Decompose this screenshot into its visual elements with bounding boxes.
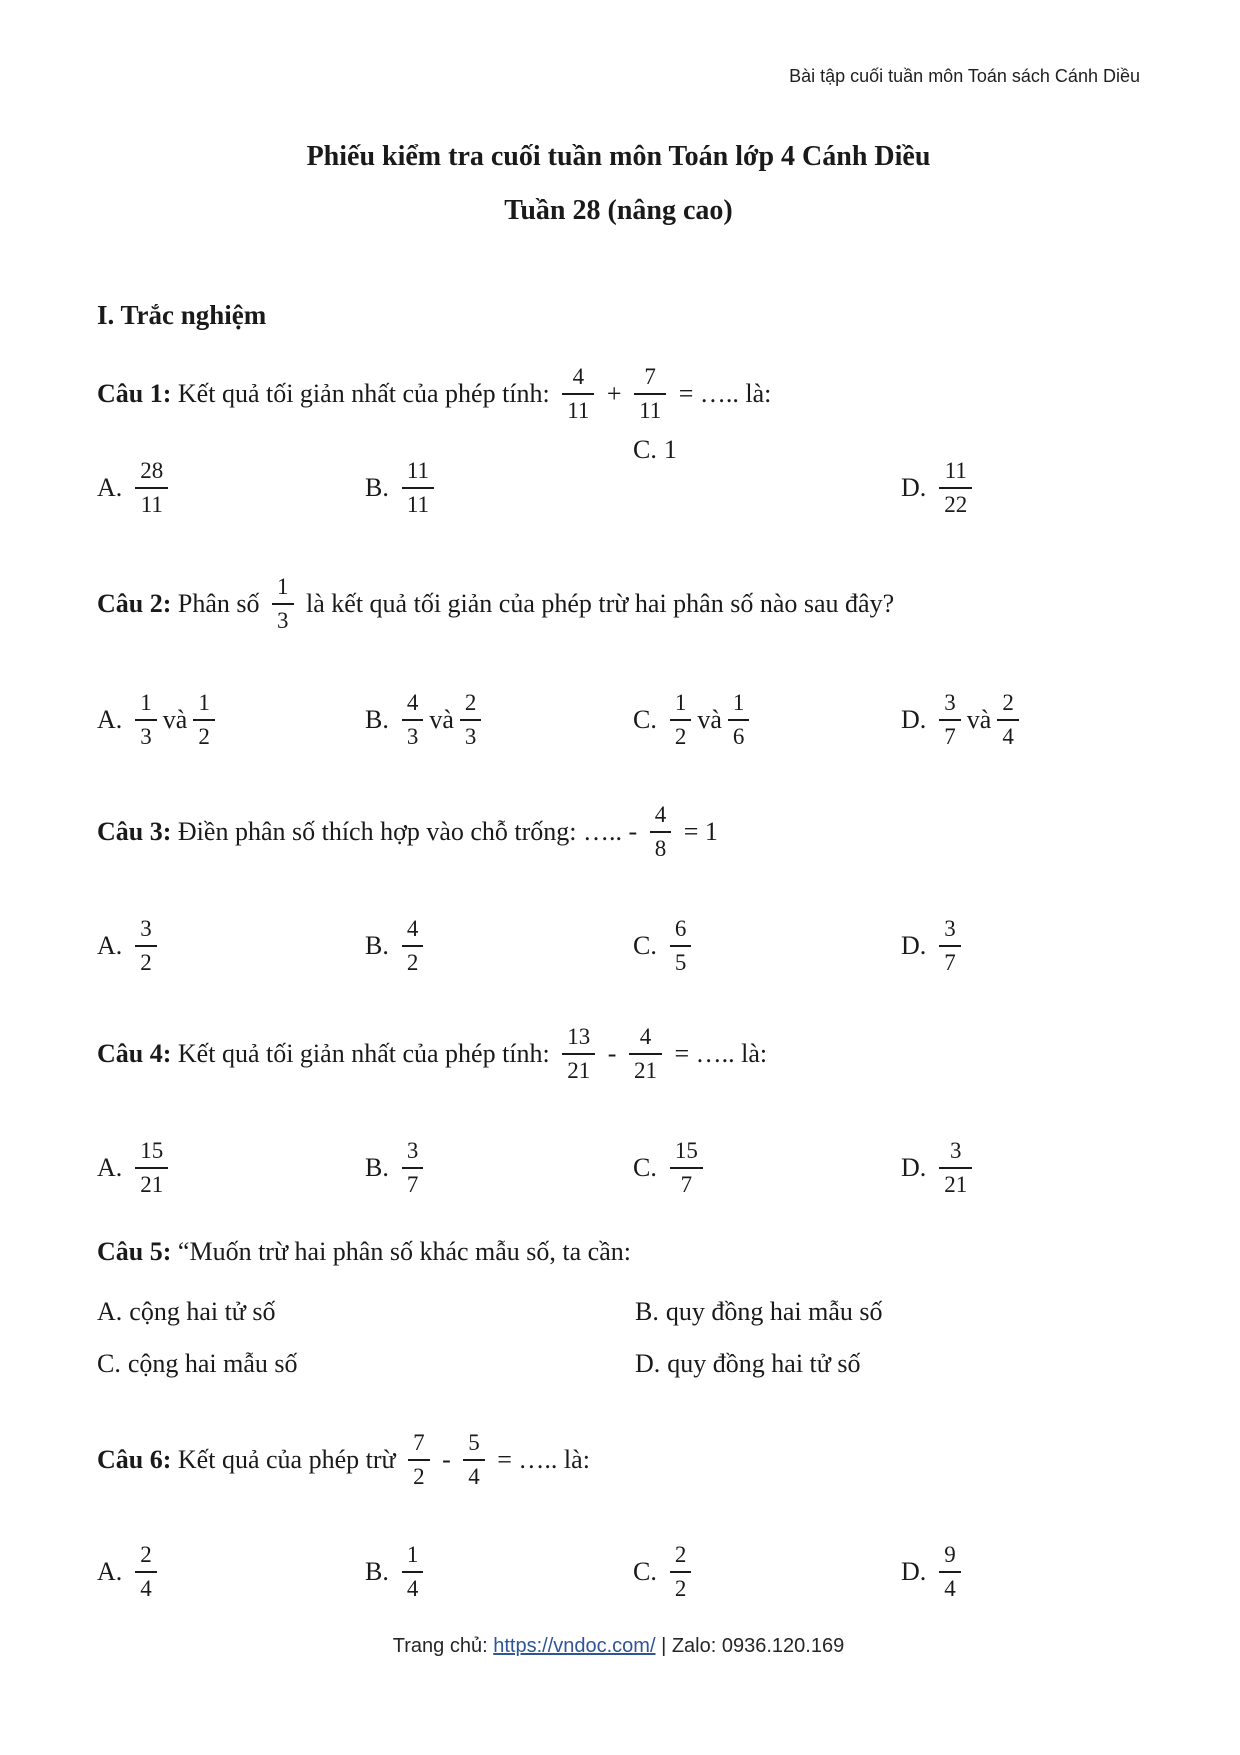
fraction-denominator: 2 [198,724,210,749]
document-subtitle: Tuần 28 (nâng cao) [504,195,733,226]
option-a [97,1296,635,1328]
fraction-denominator: 4 [140,1576,152,1601]
option-letter: B. [365,1153,389,1182]
fraction [193,688,215,752]
fraction-numerator: 6 [670,914,692,947]
option-letter: A. [97,1153,123,1182]
fraction-numerator: 9 [939,1540,961,1573]
option-letter: A. [97,931,123,960]
option-c [633,1540,901,1604]
text-segment: và [162,705,188,734]
fraction-numerator: 2 [670,1540,692,1573]
question-number: Câu 4: [97,1039,172,1068]
fraction-denominator: 8 [654,836,667,861]
fraction [670,688,692,752]
question-6-options [97,1540,1140,1604]
question-2-line [97,572,1140,636]
question-2 [97,572,1140,752]
fraction-denominator: 3 [464,724,477,749]
footer-prefix: Trang chủ: [392,1635,494,1657]
text-segment: Phân số [171,589,267,618]
fraction-numerator: 4 [402,688,424,721]
fraction [460,688,482,752]
text-segment: = ….. là: [667,1039,768,1068]
fraction-numerator: 1 [272,572,294,605]
fraction [939,456,972,520]
fraction-numerator: 1 [402,1540,424,1573]
text-segment: cộng hai mẫu số [127,1349,298,1378]
option-a [97,1540,365,1604]
fraction-denominator: 4 [468,1464,480,1489]
option-letter: C. [633,1557,657,1586]
option-b [365,1136,633,1200]
option-letter: A. [97,1557,123,1586]
question-1-line [97,362,1140,426]
document-header-text: Bài tập cuối tuần môn Toán sách Cánh Diều [789,66,1140,86]
text-segment: cộng hai tử số [129,1297,276,1326]
question-number: Câu 5: [97,1237,172,1266]
option-letter: B. [635,1297,659,1326]
text-segment: = ….. là: [490,1445,590,1474]
fraction-denominator: 7 [680,1172,693,1197]
fraction [402,914,424,978]
option-d [901,1136,1140,1200]
fraction [272,572,294,636]
fraction [135,1136,168,1200]
option-c [633,434,901,466]
fraction-numerator: 7 [408,1428,430,1461]
fraction-denominator: 2 [674,1576,687,1601]
option-d [901,1540,1140,1604]
document-header [97,0,1140,87]
fraction [402,1540,424,1604]
fraction-numerator: 3 [939,914,961,947]
option-a [97,914,365,978]
question-3-line [97,800,1140,864]
text-segment: “Muốn trừ hai phân số khác mẫu số, ta cần: [171,1237,631,1266]
footer-suffix: | Zalo: 0936.120.169 [655,1635,845,1657]
option-letter: A. [97,473,123,502]
fraction-denominator: 3 [140,724,152,749]
fraction-numerator: 4 [562,362,594,395]
fraction [408,1428,430,1492]
fraction [939,1540,961,1604]
option-letter: D. [901,1153,927,1182]
fraction-denominator: 7 [944,724,956,749]
section-heading: I. Trắc nghiệm [97,300,267,330]
page-footer [97,1634,1140,1658]
text-segment: + [600,379,629,408]
fraction [402,688,424,752]
option-letter: D. [901,705,927,734]
fraction [670,1540,692,1604]
fraction-numerator: 3 [939,688,961,721]
question-number: Câu 1: [97,379,172,408]
text-segment: 1 [663,435,677,464]
fraction-numerator: 1 [728,688,750,721]
fraction [939,688,961,752]
fraction [939,1136,972,1200]
option-c [633,688,901,752]
question-number: Câu 6: [97,1445,172,1474]
fraction-denominator: 2 [674,724,687,749]
fraction-numerator: 2 [460,688,482,721]
fraction [670,914,692,978]
fraction-denominator: 2 [140,950,152,975]
vndoc-link[interactable]: https://vndoc.com/ [493,1635,656,1657]
question-5-line [97,1236,1140,1268]
option-c [97,1348,635,1380]
question-3 [97,800,1140,978]
fraction [562,362,594,426]
question-1 [97,362,1140,520]
fraction-numerator: 1 [193,688,215,721]
fraction-numerator: 28 [135,456,168,489]
fraction-denominator: 11 [140,492,163,517]
fraction-denominator: 11 [406,492,429,517]
option-a [97,1136,365,1200]
question-4 [97,1022,1140,1200]
questions [97,362,1140,1604]
option-letter: A. [97,705,123,734]
document-title: Phiếu kiểm tra cuối tuần môn Toán lớp 4 Cánh Diều [306,141,931,172]
question-3-options [97,914,1140,978]
fraction [997,688,1019,752]
fraction-numerator: 4 [629,1022,662,1055]
fraction [650,800,672,864]
fraction [670,1136,703,1200]
fraction [634,362,666,426]
fraction [728,688,750,752]
fraction-numerator: 4 [650,800,672,833]
option-letter: B. [365,705,389,734]
question-2-options [97,688,1140,752]
fraction-numerator: 1 [135,688,157,721]
option-d [901,914,1140,978]
question-6-line [97,1428,1140,1492]
fraction-numerator: 4 [402,914,424,947]
fraction-denominator: 21 [140,1172,164,1197]
text-segment: - [601,1039,623,1068]
option-a [97,688,365,752]
text-segment: Kết quả của phép trừ [171,1445,403,1474]
fraction-denominator: 22 [944,492,968,517]
option-letter: D. [901,473,927,502]
fraction [135,914,157,978]
option-letter: D. [635,1349,661,1378]
fraction [135,688,157,752]
fraction-denominator: 21 [944,1172,968,1197]
fraction [135,1540,157,1604]
option-letter: D. [901,1557,927,1586]
fraction-denominator: 11 [567,398,590,423]
fraction-denominator: 4 [406,1576,419,1601]
text-segment: là kết quả tối giản của phép trừ hai phân số nào sau đây? [299,589,895,618]
fraction-denominator: 7 [406,1172,419,1197]
text-segment: Kết quả tối giản nhất của phép tính: [171,379,557,408]
fraction-denominator: 2 [406,950,419,975]
text-segment: và [429,705,454,734]
option-d [635,1348,1140,1380]
fraction-denominator: 3 [406,724,419,749]
question-5-options [97,1296,1140,1380]
fraction-numerator: 15 [670,1136,703,1169]
fraction [562,1022,595,1086]
fraction-numerator: 15 [135,1136,168,1169]
fraction-denominator: 5 [674,950,687,975]
fraction [939,914,961,978]
option-b [365,456,633,520]
fraction-numerator: 1 [670,688,692,721]
fraction-numerator: 2 [997,688,1019,721]
option-letter: B. [365,473,389,502]
fraction-numerator: 7 [634,362,666,395]
fraction-denominator: 4 [1002,724,1014,749]
fraction-denominator: 2 [413,1464,425,1489]
text-segment: và [697,705,722,734]
question-4-options [97,1136,1140,1200]
text-segment: = 1 [677,817,718,846]
option-letter: C. [633,1153,657,1182]
fraction-denominator: 4 [944,1576,956,1601]
text-segment: Kết quả tối giản nhất của phép tính: [171,1039,557,1068]
question-1-options [97,435,1140,520]
fraction-denominator: 6 [732,724,745,749]
option-letter: B. [365,1557,389,1586]
fraction [402,1136,424,1200]
fraction [629,1022,662,1086]
option-b [365,914,633,978]
text-segment: Điền phân số thích hợp vào chỗ trống: ….. - [171,817,644,846]
fraction-numerator: 5 [463,1428,485,1461]
fraction [135,456,168,520]
option-d [901,688,1140,752]
question-number: Câu 2: [97,589,172,618]
fraction-denominator: 21 [633,1058,657,1083]
option-letter: A. [97,1297,123,1326]
fraction-denominator: 21 [567,1058,591,1083]
option-letter: C. [633,705,657,734]
text-segment: - [435,1445,458,1474]
option-b [635,1296,1140,1328]
option-c [633,1136,901,1200]
text-segment: và [966,705,992,734]
fraction [463,1428,485,1492]
option-b [365,688,633,752]
option-letter: C. [97,1349,121,1378]
fraction-numerator: 11 [939,456,972,489]
option-a [97,456,365,520]
fraction-numerator: 2 [135,1540,157,1573]
option-letter: C. [633,435,657,464]
question-6 [97,1428,1140,1604]
option-letter: B. [365,931,389,960]
fraction-numerator: 3 [939,1136,972,1169]
fraction-denominator: 7 [944,950,956,975]
option-d [901,456,1140,520]
text-segment: = ….. là: [672,379,772,408]
option-letter: C. [633,931,657,960]
option-c [633,914,901,978]
question-5 [97,1236,1140,1380]
option-letter: D. [901,931,927,960]
fraction-numerator: 3 [135,914,157,947]
question-number: Câu 3: [97,817,172,846]
fraction-denominator: 3 [277,608,289,633]
fraction-denominator: 11 [639,398,662,423]
question-4-line [97,1022,1140,1086]
text-segment: quy đồng hai mẫu số [665,1297,883,1326]
fraction-numerator: 11 [402,456,434,489]
text-segment: quy đồng hai tử số [667,1349,861,1378]
option-b [365,1540,633,1604]
fraction [402,456,434,520]
fraction-numerator: 3 [402,1136,424,1169]
fraction-numerator: 13 [562,1022,595,1055]
